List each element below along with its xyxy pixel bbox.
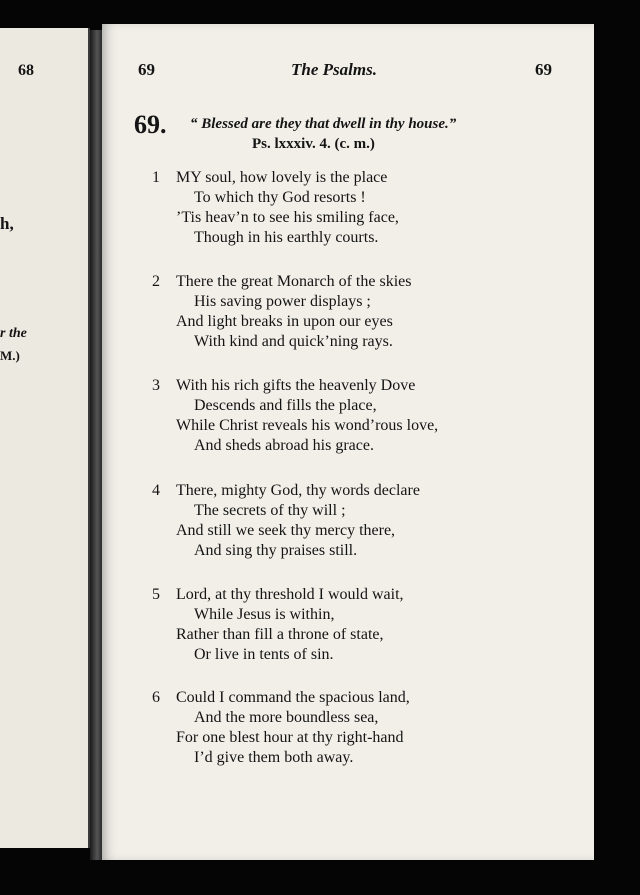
book-page xyxy=(102,24,594,860)
verse-line: And still we seek thy mercy there, xyxy=(176,522,396,539)
running-header xyxy=(138,60,552,84)
verse-line: While Jesus is within, xyxy=(194,606,335,623)
verse-line: Descends and fills the place, xyxy=(194,397,377,414)
verse-line: Rather than fill a throne of state, xyxy=(176,626,384,643)
page-number-left: 69 xyxy=(138,60,155,79)
stanza-number: 6 xyxy=(152,689,160,706)
left-page-number: 68 xyxy=(18,62,34,79)
verse-line: I’d give them both away. xyxy=(194,749,354,766)
verse-line: His saving power displays ; xyxy=(194,293,371,310)
verse-line: For one blest hour at thy right-hand xyxy=(176,729,404,746)
verse-line: There the great Monarch of the skies xyxy=(176,273,412,290)
verse-line: Lord, at thy threshold I would wait, xyxy=(176,586,404,603)
verse-line: Though in his earthly courts. xyxy=(194,229,379,246)
verse-line: With his rich gifts the heavenly Dove xyxy=(176,377,416,394)
psalm-number: 69. xyxy=(134,110,167,139)
verse-line: And the more boundless sea, xyxy=(194,709,379,726)
page-number-right: 69 xyxy=(535,60,552,79)
verse-line: And sing thy praises still. xyxy=(194,542,358,559)
verse-line: While Christ reveals his wond’rous love, xyxy=(176,417,439,434)
verse-line: And light breaks in upon our eyes xyxy=(176,313,393,330)
verse-line: ’Tis heav’n to see his smiling face, xyxy=(176,209,399,226)
left-page-fragment-text: h, xyxy=(0,214,14,233)
stanza-number: 2 xyxy=(152,273,160,290)
verse-line: There, mighty God, thy words declare xyxy=(176,482,420,499)
left-page-fragment xyxy=(0,28,90,848)
verse-line: The secrets of thy will ; xyxy=(194,502,346,519)
stanza-number: 4 xyxy=(152,482,160,499)
verse-line: Or live in tents of sin. xyxy=(194,646,334,663)
verse-line: With kind and quick’ning rays. xyxy=(194,333,393,350)
stanza-number: 3 xyxy=(152,377,160,394)
verse-line: MY soul, how lovely is the place xyxy=(176,169,388,186)
verse-line: And sheds abroad his grace. xyxy=(194,437,374,454)
book-spine xyxy=(90,30,102,860)
left-page-fragment-text: M.) xyxy=(0,348,20,363)
verse-line: To which thy God resorts ! xyxy=(194,189,366,206)
left-page-fragment-text: r the xyxy=(0,326,27,341)
verse-line: Could I command the spacious land, xyxy=(176,689,410,706)
psalm-epigraph: “ Blessed are they that dwell in thy house.” xyxy=(190,116,457,132)
running-title: The Psalms. xyxy=(291,60,377,79)
psalm-reference: Ps. lxxxiv. 4. (c. m.) xyxy=(252,136,375,152)
stanza-number: 1 xyxy=(152,169,160,186)
stanza-number: 5 xyxy=(152,586,160,603)
